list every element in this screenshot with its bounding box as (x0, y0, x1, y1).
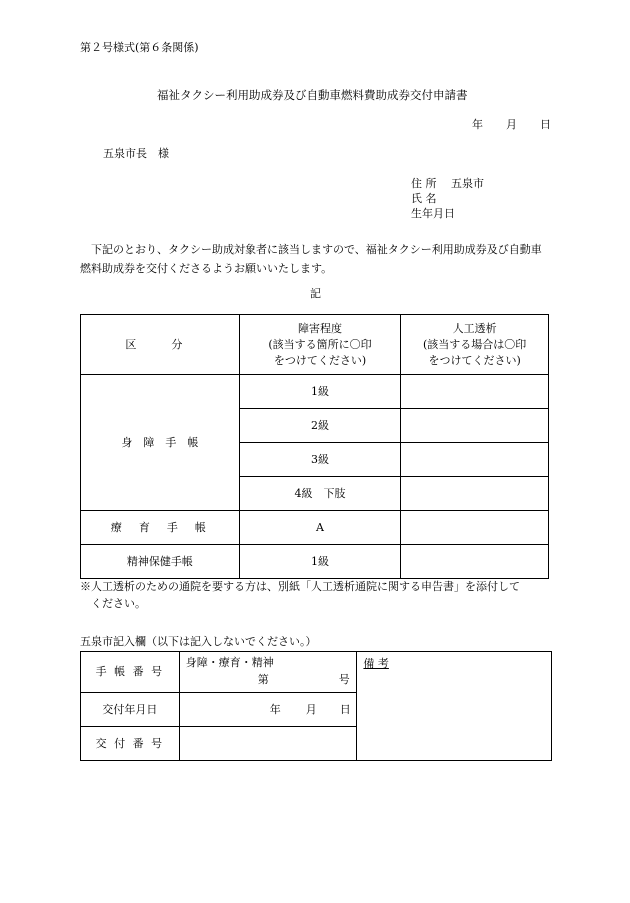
issue-number-label: 交 付 番 号 (81, 727, 180, 761)
disability-header-title: 障害程度 (298, 321, 343, 335)
request-body-text: 下記のとおり、タクシー助成対象者に該当しますので、福祉タクシー利用助成券及び自動車燃料助成券を交付くださるようお願いいたします。 (80, 243, 542, 275)
shintai-label: 身 障 手 帳 (81, 375, 240, 511)
issue-day: 日 (339, 703, 351, 716)
dialysis-cell-1[interactable] (401, 375, 549, 409)
disability-header-note2: をつけてください) (273, 353, 367, 367)
shintai-grade-2[interactable]: 2級 (239, 409, 401, 443)
dialysis-header-note1: (該当する場合は〇印 (423, 337, 527, 351)
dialysis-cell-4[interactable] (401, 477, 549, 511)
dialysis-note-line1: ※人工透析のための通院を要する方は、別紙「人工透析通院に関する申告書」を添付して (80, 580, 520, 593)
issue-month: 月 (305, 703, 317, 716)
date-day: 日 (540, 118, 551, 131)
office-use-table (80, 651, 552, 761)
seishin-label: 精神保健手帳 (81, 545, 240, 579)
dialysis-cell-6[interactable] (401, 545, 549, 579)
shintai-grade-1[interactable]: 1級 (239, 375, 401, 409)
go-label: 号 (338, 673, 350, 686)
form-code: 第２号様式(第６条関係) (80, 41, 199, 54)
dialysis-header-note2: をつけてください) (428, 353, 521, 367)
techo-types: 身障・療育・精神 (185, 656, 274, 669)
issue-number-field[interactable] (179, 727, 357, 761)
date-month: 月 (506, 118, 517, 131)
shintai-grade-4[interactable]: 4級 下肢 (239, 477, 401, 511)
shintai-grade-3[interactable]: 3級 (239, 443, 401, 477)
ryouiku-label: 療 育 手 帳 (81, 511, 240, 545)
table-row (81, 375, 549, 409)
issue-year: 年 (269, 703, 281, 716)
ryouiku-grade[interactable]: A (239, 511, 401, 545)
dai-label: 第 (257, 673, 269, 686)
dialysis-cell-5[interactable] (401, 511, 549, 545)
dialysis-cell-2[interactable] (401, 409, 549, 443)
application-table (80, 314, 549, 579)
ki-heading: 記 (310, 287, 321, 300)
address-value: 五泉市 (451, 177, 484, 190)
category-header: 区 分 (81, 315, 240, 375)
seishin-grade[interactable]: 1級 (239, 545, 401, 579)
dialysis-note-line2: ください。 (91, 597, 146, 610)
remarks-cell[interactable] (357, 652, 552, 761)
birthdate-label: 生年月日 (411, 207, 455, 220)
table-header-row (81, 315, 549, 375)
dialysis-header-title: 人工透析 (452, 321, 497, 335)
disability-header (239, 315, 401, 375)
techo-number-label: 手 帳 番 号 (81, 652, 180, 693)
techo-number-field[interactable] (179, 652, 357, 693)
dialysis-note (80, 578, 555, 612)
techo-number-line (186, 671, 351, 689)
table-row (81, 511, 549, 545)
table-row (81, 652, 552, 693)
remarks-label: 備 考 (363, 657, 389, 670)
issue-date-label: 交付年月日 (81, 693, 180, 727)
dialysis-header (401, 315, 549, 375)
table-row (81, 545, 549, 579)
addressee: 五泉市長 様 (103, 147, 169, 160)
form-title: 福祉タクシー利用助成券及び自動車燃料費助成券交付申請書 (157, 88, 468, 102)
disability-header-note1: (該当する箇所に〇印 (268, 337, 372, 351)
date-year: 年 (472, 118, 483, 131)
office-section-title: 五泉市記入欄（以下は記入しないでください。） (80, 635, 317, 648)
dialysis-cell-3[interactable] (401, 443, 549, 477)
name-label: 氏 名 (411, 192, 437, 205)
issue-date-field[interactable] (179, 693, 357, 727)
address-label: 住 所 (411, 177, 437, 190)
